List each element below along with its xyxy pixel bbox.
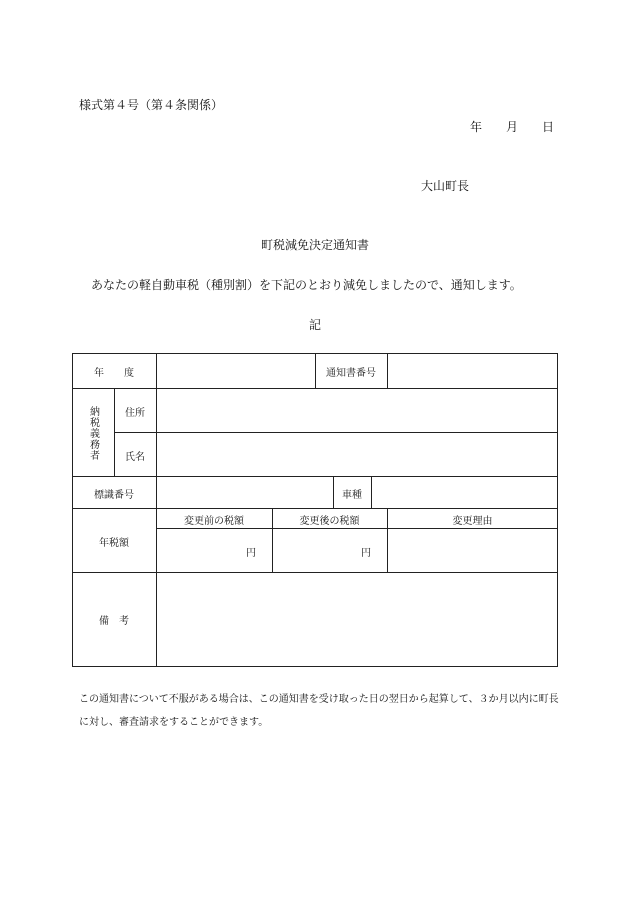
date-day: 日: [542, 120, 555, 134]
before-tax-header: 変更前の税額: [184, 515, 244, 527]
form-number: 様式第４号（第４条関係）: [79, 98, 224, 112]
name-field[interactable]: [157, 433, 557, 477]
plate-number-label: 標識番号: [94, 489, 134, 501]
issuer-name: 大山町長: [421, 179, 470, 193]
date-month: 月: [506, 120, 519, 134]
date-line: [470, 118, 554, 135]
appeal-notice: この通知書について不服がある場合は、この通知書を受け取った日の翌日から起算して、３か月以内に町長に対し、審査請求をすることができます。: [79, 694, 559, 728]
vehicle-type-label: 車種: [342, 489, 362, 501]
reason-field[interactable]: [388, 529, 557, 573]
address-field[interactable]: [157, 389, 557, 433]
address-label: 住所: [125, 407, 145, 419]
date-year: 年: [470, 120, 483, 134]
remarks-label: 備 考: [99, 616, 129, 627]
taxpayer-label: [72, 389, 114, 477]
after-tax-field[interactable]: [272, 529, 387, 573]
before-tax-field[interactable]: [156, 529, 272, 573]
notice-table: [72, 353, 558, 667]
ki-heading: 記: [308, 318, 321, 332]
body-text: あなたの軽自動車税（種別割）を下記のとおり減免しましたので、通知します。: [91, 278, 522, 292]
vehicle-type-field[interactable]: [372, 477, 557, 509]
document-title: 町税減免決定通知書: [260, 238, 369, 252]
after-tax-yen: 円: [361, 547, 371, 559]
table-border: [72, 666, 558, 667]
taxpayer-label-text: 納税義務者: [87, 405, 99, 461]
notice-number-label: 通知書番号: [326, 367, 376, 379]
reason-header: 変更理由: [452, 515, 493, 527]
remarks-field[interactable]: [157, 573, 557, 666]
plate-number-field[interactable]: [157, 477, 333, 509]
fiscal-year-field[interactable]: [157, 353, 315, 389]
fiscal-year-label: 年 度: [94, 367, 134, 379]
after-tax-header: 変更後の税額: [299, 515, 360, 527]
notice-number-field[interactable]: [388, 353, 557, 389]
name-label: 氏名: [125, 451, 145, 463]
before-tax-yen: 円: [246, 547, 256, 559]
annual-tax-label: 年税額: [99, 537, 129, 549]
